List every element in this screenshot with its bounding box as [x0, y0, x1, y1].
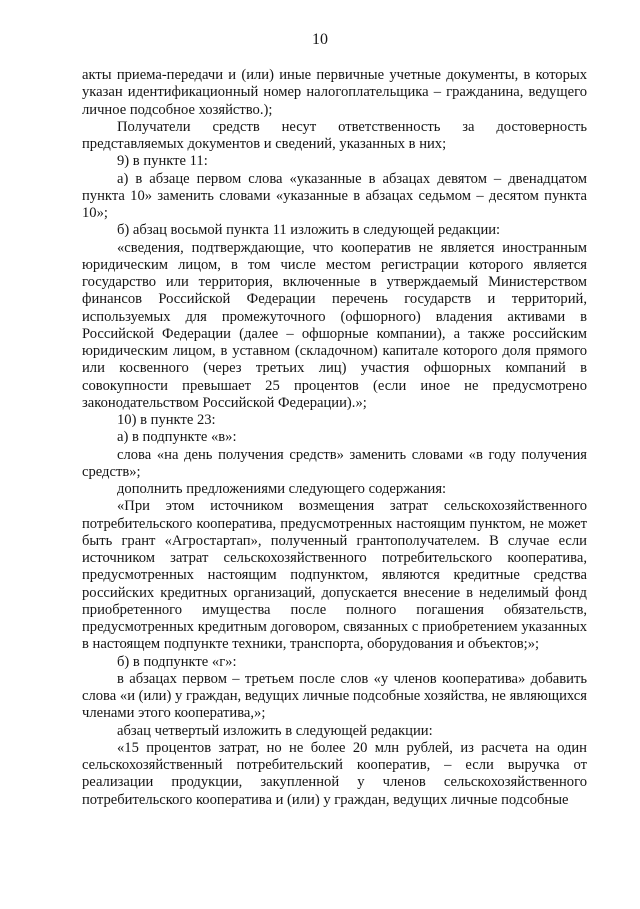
paragraph: «15 процентов затрат, но не более 20 млн рублей, из расчета на один сельскохозяйственный потребительский кооператив, – если выручка от реализации продукции, закупленной у членов сельскохозяйственного потребительского кооператива и (или) у граждан, ведущих личные подсобные	[82, 739, 587, 808]
paragraph: в абзацах первом – третьем после слов «у членов кооператива» добавить слова «и (или) у граждан, ведущих личные подсобные хозяйства, не являющихся членами этого кооператива,»;	[82, 670, 587, 722]
paragraph: абзац четвертый изложить в следующей редакции:	[117, 722, 433, 739]
paragraph: дополнить предложениями следующего содержания:	[117, 481, 447, 497]
paragraph: слова «на день получения средств» заменить словами «в году получения средств»;	[82, 446, 587, 480]
paragraph: б) в подпункте «г»:	[117, 653, 237, 670]
paragraph: а) в подпункте «в»:	[117, 429, 237, 446]
paragraph: «При этом источником возмещения затрат сельскохозяйственного потребительского кооператива, предусмотренных настоящим пунктом, не может быть грант «Агростартап», полученный грантополучателем. В случае если источником затрат сельскохозяйственного потребительского кооператива, предусмотренных настоящим подпунктом, являются кредитные средства российских кредитных организаций, допускается внесение в неделимый фонд приобретенного имущества после полного погашения обязательств, предусмотренных кредитным договором, связанных с приобретением указанных в настоящем подпункте техники, транспорта, оборудования и объектов;»;	[82, 498, 587, 653]
paragraph: акты приема-передачи и (или) иные первичные учетные документы, в которых указан идентификационный номер налогоплательщика – гражданина, ведущего личное подсобное хозяйство.);	[82, 67, 587, 118]
paragraph: б) абзац восьмой пункта 11 изложить в следующей редакции:	[117, 222, 501, 239]
paragraph: 9) в пункте 11:	[117, 153, 208, 170]
paragraph: Получатели средств несут ответственность за достоверность представляемых документов и сведений, указанных в них;	[82, 118, 587, 152]
paragraph: 10) в пункте 23:	[117, 412, 216, 428]
paragraph: «сведения, подтверждающие, что кооператив не является иностранным юридическим лицом, в том числе местом регистрации которого является государство или территория, включенные в утверждаемый Министерством финансов Российской Федерации перечень государств и территорий, используемых для промежуточного (офшорного) владения активами в Российской Федерации (далее – офшорные компании), а также российским юридическим лицом, в уставном (складочном) капитале которого доля прямого или косвенного (через третьих лиц) участия офшорных компаний в совокупности превышает 25 процентов (если иное не предусмотрено законодательством Российской Федерации).»;	[82, 239, 587, 411]
page-number: 10	[312, 31, 328, 48]
paragraph: а) в абзаце первом слова «указанные в абзацах девятом – двенадцатом пункта 10» заменить словами «указанные в абзацах седьмом – десятом пункта 10»;	[82, 170, 587, 221]
document-body	[82, 67, 587, 809]
